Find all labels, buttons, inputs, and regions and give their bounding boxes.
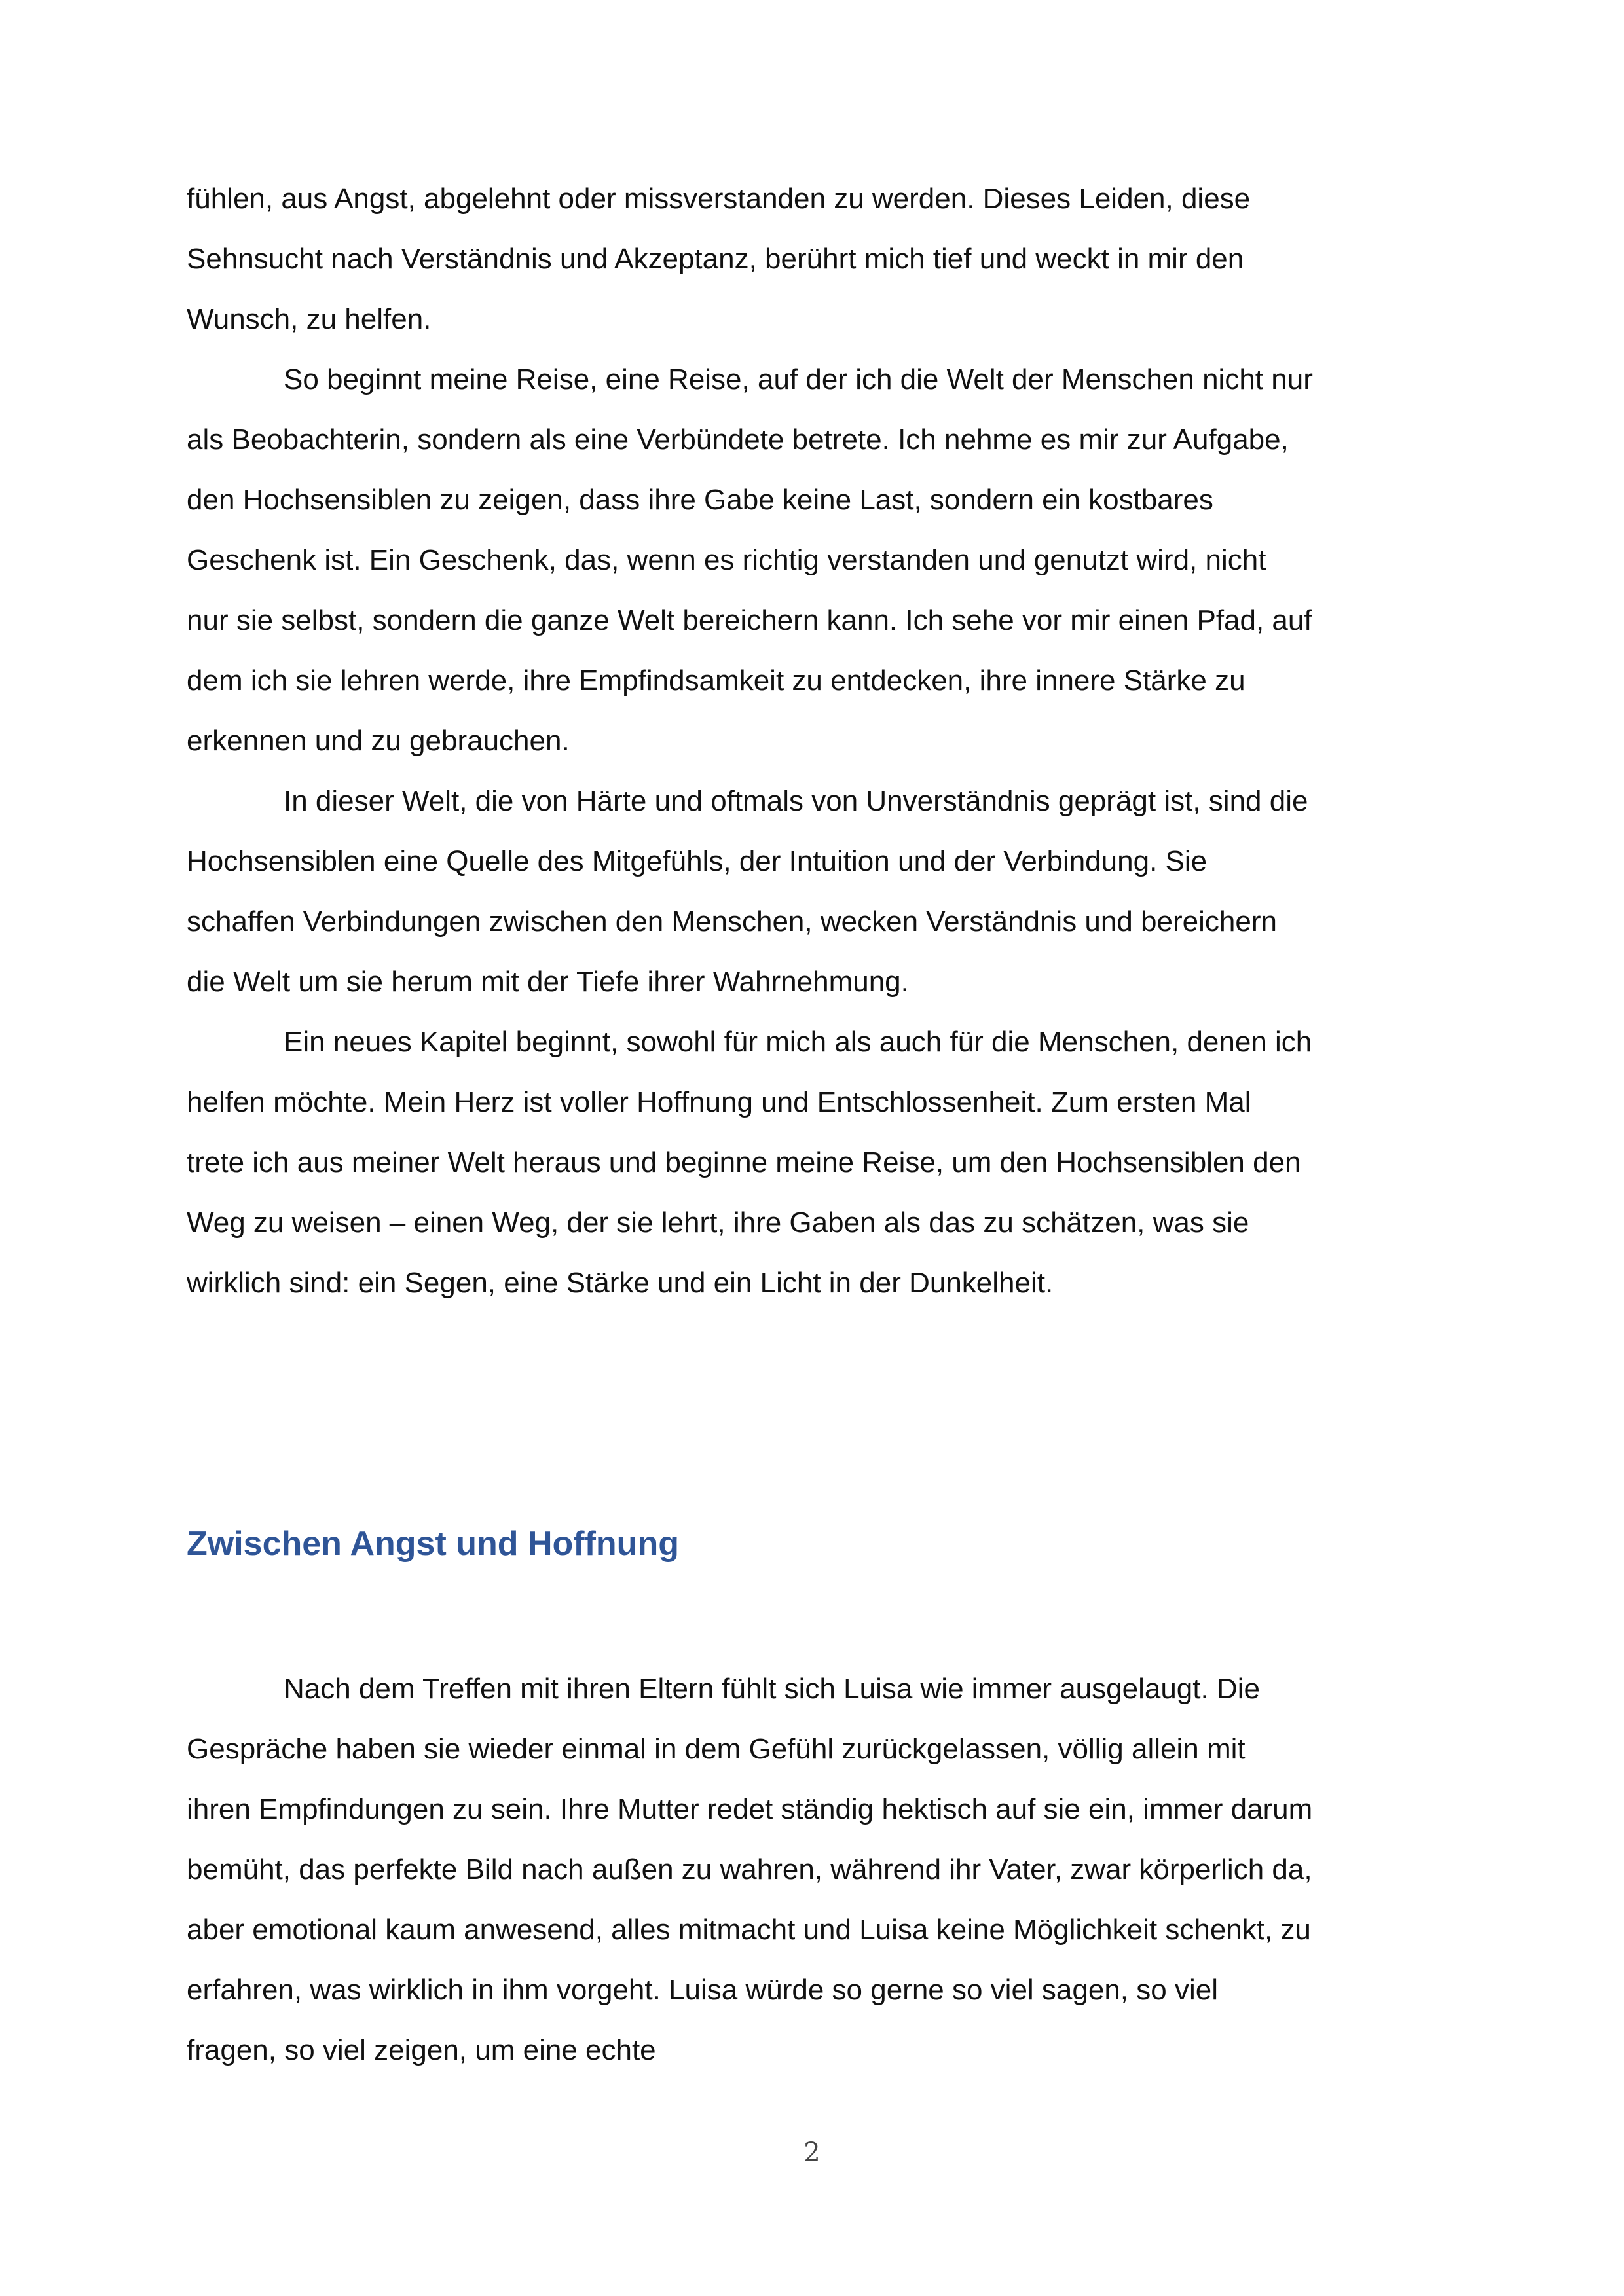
paragraph: Nach dem Treffen mit ihren Eltern fühlt sich Luisa wie immer ausgelaugt. Die Gespräche haben sie wieder einmal in dem Gefühl zurückgelassen, völlig allein mit ihren Empfindungen zu sein. Ihre Mutter redet ständig hektisch auf sie ein, immer darum bemüht, das perfekte Bild nach außen zu wahren, während ihr Vater, zwar körperlich da, aber emotional kaum anwesend, alles mitmacht und Luisa keine Möglichkeit schenkt, zu erfahren, was wirklich in ihm vorgeht. Luisa würde so gerne so viel sagen, so viel fragen, so viel zeigen, um eine echte xyxy=(187,1673,1313,2066)
body-text-bottom xyxy=(187,1659,1313,2081)
paragraph: In dieser Welt, die von Härte und oftmals von Unverständnis geprägt ist, sind die Hochsensiblen eine Quelle des Mitgefühls, der Intuition und der Verbindung. Sie schaffen Verbindungen zwischen den Menschen, wecken Verständnis und bereichern die Welt um sie herum mit der Tiefe ihrer Wahrnehmung. xyxy=(187,785,1308,998)
body-text-top xyxy=(187,169,1313,1313)
page-number: 2 xyxy=(803,2138,821,2168)
paragraph-continuation: fühlen, aus Angst, abgelehnt oder missverstanden zu werden. Dieses Leiden, diese Sehnsucht nach Verständnis und Akzeptanz, berührt mich tief und weckt in mir den Wunsch, zu helfen. xyxy=(187,183,1251,335)
paragraph: Ein neues Kapitel beginnt, sowohl für mich als auch für die Menschen, denen ich helfen möchte. Mein Herz ist voller Hoffnung und Entschlossenheit. Zum ersten Mal trete ich aus meiner Welt heraus und beginne meine Reise, um den Hochsensiblen den Weg zu weisen – einen Weg, der sie lehrt, ihre Gaben als das zu schätzen, was sie wirklich sind: ein Segen, eine Stärke und ein Licht in der Dunkelheit. xyxy=(187,1026,1312,1299)
paragraph: So beginnt meine Reise, eine Reise, auf der ich die Welt der Menschen nicht nur als Beobachterin, sondern als eine Verbündete betrete. Ich nehme es mir zur Aufgabe, den Hochsensiblen zu zeigen, dass ihre Gabe keine Last, sondern ein kostbares Geschenk ist. Ein Geschenk, das, wenn es richtig verstanden und genutzt wird, nicht nur sie selbst, sondern die ganze Welt bereichern kann. Ich sehe vor mir einen Pfad, auf dem ich sie lehren werde, ihre Empfindsamkeit zu entdecken, ihre innere Stärke zu erkennen und zu gebrauchen. xyxy=(187,363,1313,757)
section-heading: Zwischen Angst und Hoffnung xyxy=(187,1525,679,1563)
